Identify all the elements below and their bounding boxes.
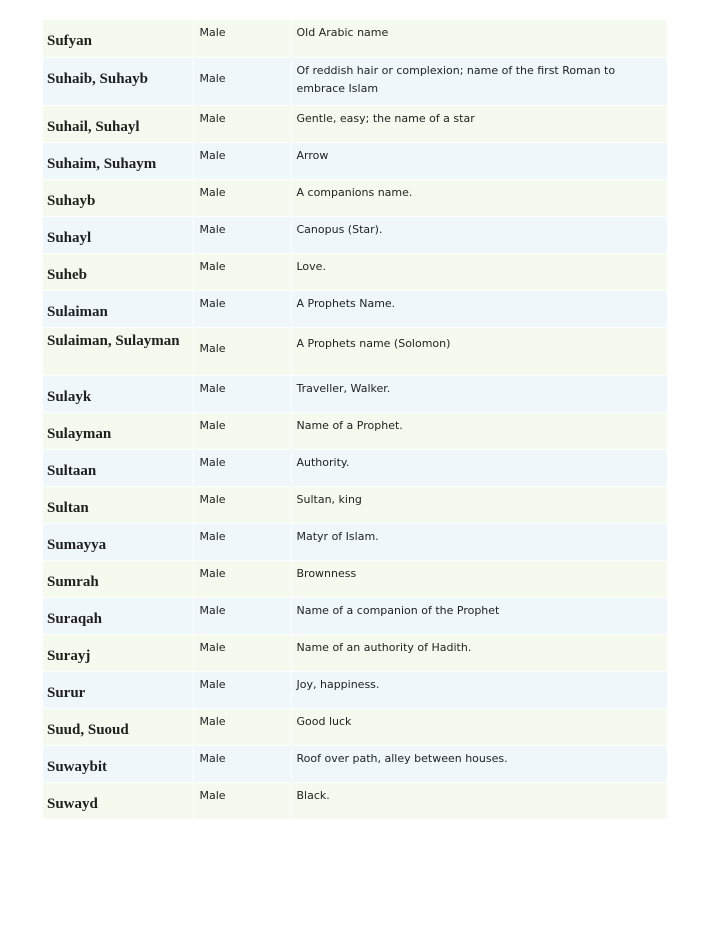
meaning-cell: Name of a companion of the Prophet — [291, 597, 667, 634]
gender-cell: Male — [193, 745, 291, 782]
gender-cell: Male — [193, 327, 291, 375]
name-cell: Sumrah — [43, 560, 193, 597]
table-row — [43, 634, 667, 671]
meaning-cell: Roof over path, alley between houses. — [291, 745, 667, 782]
table-row — [43, 560, 667, 597]
table-row — [43, 708, 667, 745]
table-row — [43, 782, 667, 819]
table-row — [43, 375, 667, 412]
meaning-cell: A Prophets name (Solomon) — [291, 327, 667, 375]
gender-cell: Male — [193, 486, 291, 523]
gender-cell: Male — [193, 708, 291, 745]
meaning-cell: Matyr of Islam. — [291, 523, 667, 560]
name-cell: Suhaim, Suhaym — [43, 142, 193, 179]
meaning-cell: Love. — [291, 253, 667, 290]
name-cell: Suheb — [43, 253, 193, 290]
table-row — [43, 327, 667, 375]
name-cell: Suraqah — [43, 597, 193, 634]
name-cell: Suhail, Suhayl — [43, 105, 193, 142]
meaning-cell: Black. — [291, 782, 667, 819]
meaning-cell: Of reddish hair or complexion; name of the first Roman to embrace Islam — [291, 57, 667, 105]
name-cell: Sulaiman, Sulayman — [43, 327, 193, 375]
gender-cell: Male — [193, 560, 291, 597]
name-cell: Suhayb — [43, 179, 193, 216]
name-cell: Surayj — [43, 634, 193, 671]
meaning-cell: Authority. — [291, 449, 667, 486]
table-row — [43, 57, 667, 105]
gender-cell: Male — [193, 216, 291, 253]
meaning-cell: Joy, happiness. — [291, 671, 667, 708]
meaning-cell: A Prophets Name. — [291, 290, 667, 327]
name-cell: Sulayman — [43, 412, 193, 449]
meaning-cell: Name of an authority of Hadith. — [291, 634, 667, 671]
table-row — [43, 216, 667, 253]
gender-cell: Male — [193, 20, 291, 57]
name-cell: Surur — [43, 671, 193, 708]
table-row — [43, 486, 667, 523]
name-cell: Suwaybit — [43, 745, 193, 782]
meaning-cell: Gentle, easy; the name of a star — [291, 105, 667, 142]
meaning-cell: Sultan, king — [291, 486, 667, 523]
table-row — [43, 179, 667, 216]
names-table — [43, 20, 668, 820]
gender-cell: Male — [193, 782, 291, 819]
meaning-cell: Brownness — [291, 560, 667, 597]
meaning-cell: Canopus (Star). — [291, 216, 667, 253]
gender-cell: Male — [193, 597, 291, 634]
name-cell: Sumayya — [43, 523, 193, 560]
gender-cell: Male — [193, 290, 291, 327]
meaning-cell: Arrow — [291, 142, 667, 179]
table-row — [43, 412, 667, 449]
meaning-cell: A companions name. — [291, 179, 667, 216]
name-cell: Sultan — [43, 486, 193, 523]
table-row — [43, 290, 667, 327]
gender-cell: Male — [193, 142, 291, 179]
name-cell: Sulayk — [43, 375, 193, 412]
meaning-cell: Good luck — [291, 708, 667, 745]
gender-cell: Male — [193, 253, 291, 290]
name-cell: Sulaiman — [43, 290, 193, 327]
table-row — [43, 745, 667, 782]
table-row — [43, 20, 667, 57]
gender-cell: Male — [193, 449, 291, 486]
table-row — [43, 597, 667, 634]
gender-cell: Male — [193, 179, 291, 216]
table-row — [43, 449, 667, 486]
name-cell: Suwayd — [43, 782, 193, 819]
gender-cell: Male — [193, 523, 291, 560]
name-cell: Suhayl — [43, 216, 193, 253]
gender-cell: Male — [193, 375, 291, 412]
table-row — [43, 523, 667, 560]
gender-cell: Male — [193, 671, 291, 708]
table-row — [43, 105, 667, 142]
meaning-cell: Name of a Prophet. — [291, 412, 667, 449]
table-row — [43, 671, 667, 708]
table-row — [43, 142, 667, 179]
gender-cell: Male — [193, 105, 291, 142]
name-cell: Sufyan — [43, 20, 193, 57]
gender-cell: Male — [193, 412, 291, 449]
table-row — [43, 253, 667, 290]
name-cell: Sultaan — [43, 449, 193, 486]
gender-cell: Male — [193, 57, 291, 105]
meaning-cell: Old Arabic name — [291, 20, 667, 57]
name-cell: Suhaib, Suhayb — [43, 57, 193, 105]
gender-cell: Male — [193, 634, 291, 671]
meaning-cell: Traveller, Walker. — [291, 375, 667, 412]
name-cell: Suud, Suoud — [43, 708, 193, 745]
